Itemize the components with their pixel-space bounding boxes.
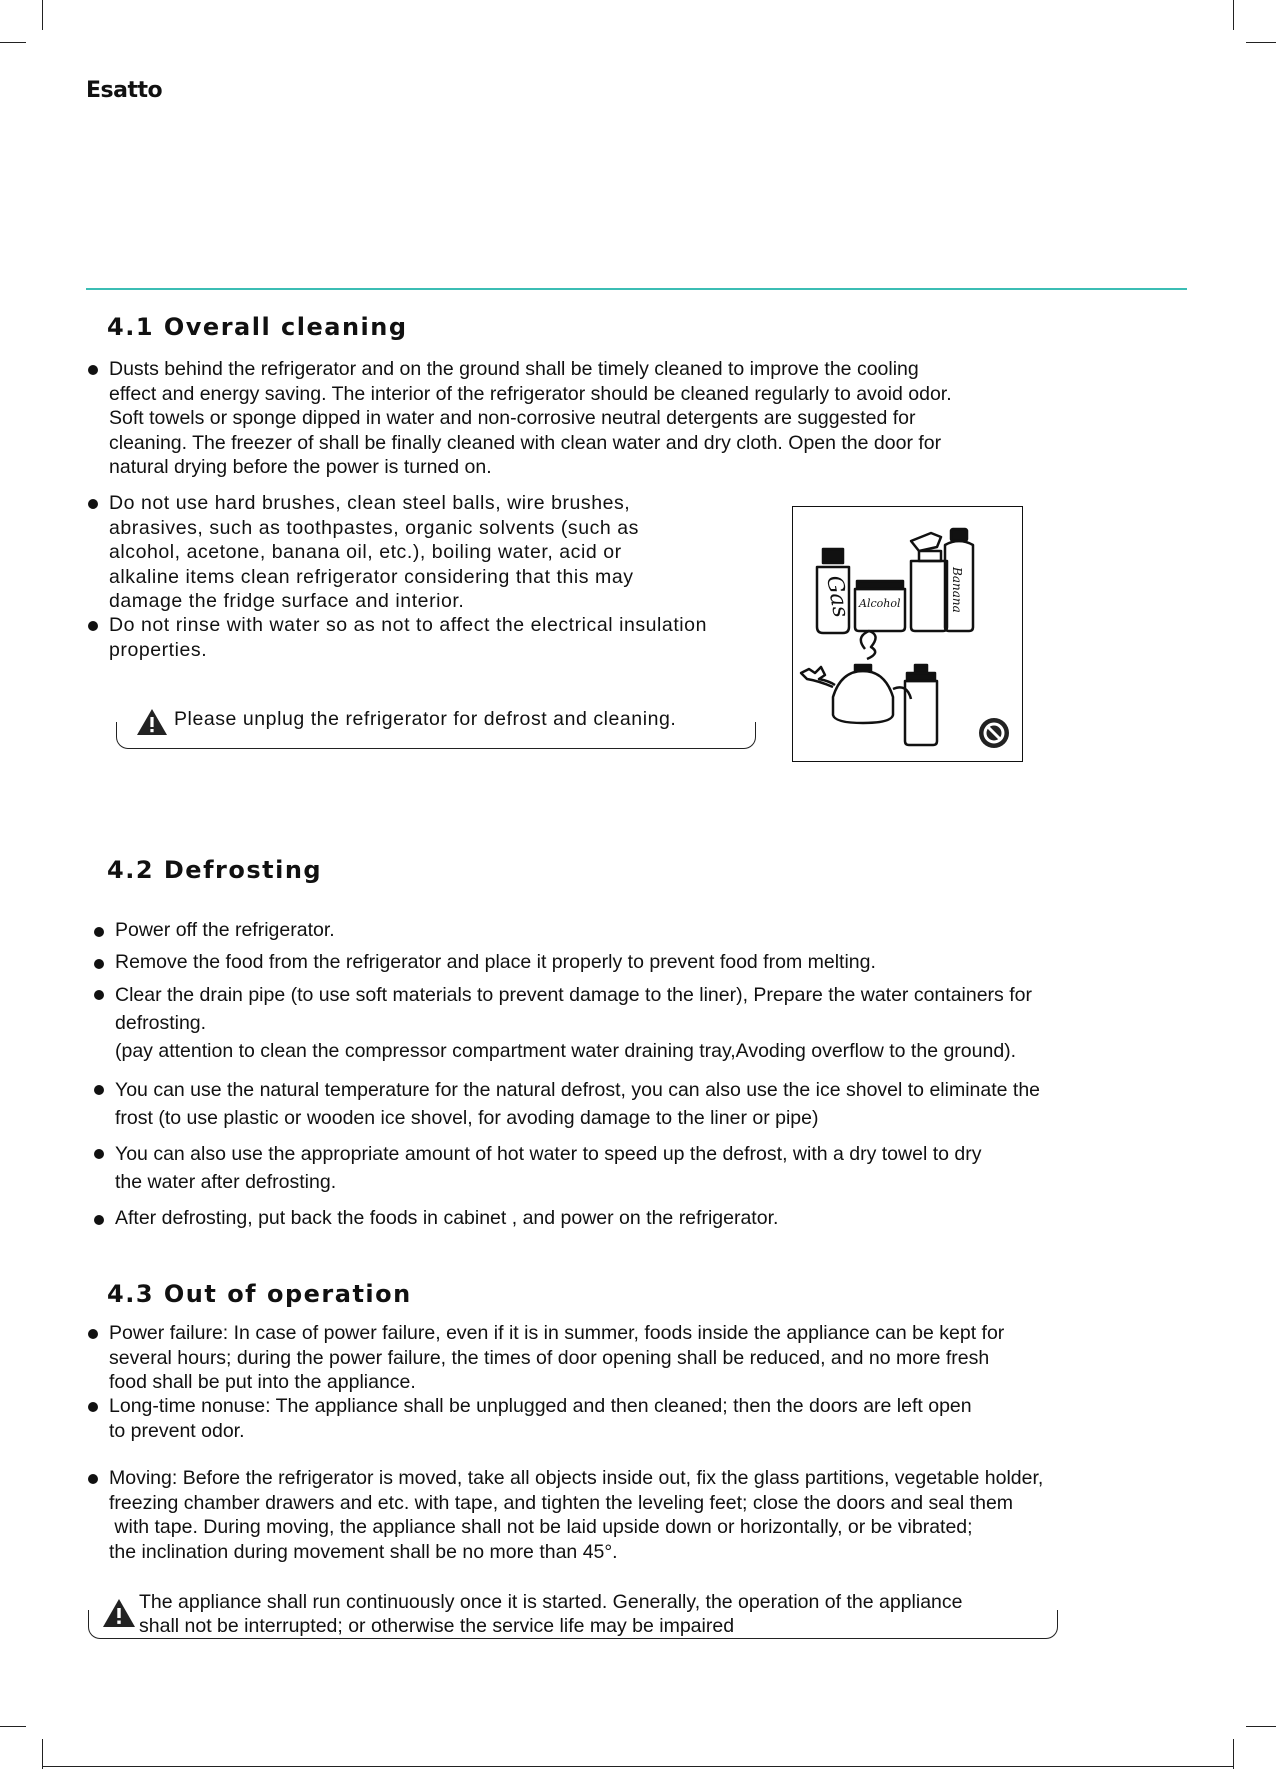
list-item <box>115 981 1032 1065</box>
text-line: abrasives, such as toothpastes, organic solvents (such as <box>109 516 639 539</box>
prohibited-icon <box>979 718 1009 748</box>
list-item <box>115 918 335 943</box>
text-line: Clear the drain pipe (to use soft materials to prevent damage to the liner), Prepare the water containers for <box>115 984 1032 1006</box>
crop-mark <box>42 1739 43 1769</box>
text-line: Do not rinse with water so as not to affect the electrical insulation <box>109 614 707 636</box>
text-line: damage the fridge surface and interior. <box>109 590 465 612</box>
list-item <box>115 1140 981 1196</box>
bottom-trim-line <box>42 1766 1233 1767</box>
text-line: the water after defrosting. <box>115 1171 337 1193</box>
section-title-overall-cleaning: 4.1 Overall cleaning <box>107 313 408 341</box>
list-item <box>115 1206 778 1231</box>
bullet-dot <box>88 499 98 509</box>
text-line: Power off the refrigerator. <box>115 919 335 941</box>
bullet-no-rinse <box>109 613 707 662</box>
bullet-dot <box>94 1149 104 1159</box>
brand-logo: Esatto <box>86 78 163 103</box>
crop-mark <box>42 0 43 30</box>
bullet-dot <box>94 1215 104 1225</box>
warning-icon <box>136 708 168 736</box>
text-line: with tape. During moving, the appliance shall not be laid upside down or horizontally, or be vibrated; <box>109 1516 973 1538</box>
chemicals-illustration <box>793 507 1022 761</box>
text-line: shall not be interrupted; or otherwise the service life may be impaired <box>139 1615 735 1637</box>
list-item <box>109 1321 1004 1395</box>
text-line: cleaning. The freezer of shall be finally cleaned with clean water and dry cloth. Open the door for <box>109 431 942 454</box>
bullet-dot <box>94 959 104 969</box>
text-line: the inclination during movement shall be no more than 45°. <box>109 1540 618 1563</box>
text-line: (pay attention to clean the compressor compartment water draining tray,Avoding overflow to the ground). <box>115 1040 1017 1062</box>
warning-continuous-operation <box>139 1590 962 1638</box>
cleaning-agents-figure <box>792 506 1023 762</box>
label-alcohol: Alcohol <box>859 597 901 610</box>
text-line: to prevent odor. <box>109 1419 245 1442</box>
bullet-dot <box>94 927 104 937</box>
text-line: Do not use hard brushes, clean steel balls, wire brushes, <box>109 492 631 514</box>
text-line: properties. <box>109 638 208 661</box>
text-line: Soft towels or sponge dipped in water and non-corrosive neutral detergents are suggested for <box>109 407 916 429</box>
text-line: After defrosting, put back the foods in cabinet , and power on the refrigerator. <box>115 1207 779 1229</box>
bullet-dot <box>88 1402 98 1412</box>
section-divider <box>86 288 1187 290</box>
section-title-out-of-operation: 4.3 Out of operation <box>107 1280 412 1308</box>
bullet-dot <box>88 1329 98 1339</box>
list-item <box>109 1466 1043 1564</box>
text-line: alcohol, acetone, banana oil, etc.), boiling water, acid or <box>109 541 622 563</box>
text-line: The appliance shall run continuously once it is started. Generally, the operation of the appliance <box>139 1591 963 1613</box>
crop-mark <box>0 42 26 43</box>
bullet-dot <box>88 1474 98 1484</box>
bullet-no-hard-brushes <box>109 491 639 614</box>
text-line: defrosting. <box>115 1012 207 1034</box>
text-line: Moving: Before the refrigerator is moved, take all objects inside out, fix the glass partitions, vegetable holder, <box>109 1467 1044 1489</box>
section-title-defrosting: 4.2 Defrosting <box>107 856 323 884</box>
label-banana: Banana <box>950 567 964 613</box>
bullet-dust-cleaning <box>109 357 952 480</box>
text-line: You can also use the appropriate amount of hot water to speed up the defrost, with a dry towel to dry <box>115 1143 982 1165</box>
warning-unplug: Please unplug the refrigerator for defrost and cleaning. <box>174 708 677 730</box>
crop-mark <box>1246 42 1276 43</box>
text-line: natural drying before the power is turned on. <box>109 456 492 478</box>
text-line: You can use the natural temperature for the natural defrost, you can also use the ice shovel to eliminate the <box>115 1079 1041 1101</box>
crop-mark <box>0 1726 26 1727</box>
text-line: effect and energy saving. The interior of the refrigerator should be cleaned regularly to avoid odor. <box>109 382 952 405</box>
bullet-dot <box>94 1085 104 1095</box>
text-line: Dusts behind the refrigerator and on the ground shall be timely cleaned to improve the cooling <box>109 358 919 380</box>
bullet-dot <box>88 621 98 631</box>
bullet-dot <box>94 990 104 1000</box>
text-line: alkaline items clean refrigerator considering that this may <box>109 565 634 588</box>
text-line: frost (to use plastic or wooden ice shovel, for avoding damage to the liner or pipe) <box>115 1107 819 1129</box>
text-line: Power failure: In case of power failure, even if it is in summer, foods inside the appliance can be kept for <box>109 1322 1005 1344</box>
warning-icon <box>102 1598 136 1628</box>
list-item <box>115 950 876 975</box>
list-item <box>115 1076 1040 1132</box>
crop-mark <box>1233 1739 1234 1769</box>
label-gas: Gas <box>821 573 854 620</box>
crop-mark <box>1233 0 1234 30</box>
bullet-dot <box>88 365 98 375</box>
text-line: several hours; during the power failure, the times of door opening shall be reduced, and no more fresh <box>109 1346 990 1369</box>
text-line: food shall be put into the appliance. <box>109 1371 416 1393</box>
text-line: Remove the food from the refrigerator and place it properly to prevent food from melting. <box>115 951 876 973</box>
crop-mark <box>1246 1726 1276 1727</box>
text-line: freezing chamber drawers and etc. with tape, and tighten the leveling feet; close the doors and seal them <box>109 1491 1014 1514</box>
text-line: Long-time nonuse: The appliance shall be unplugged and then cleaned; then the doors are left open <box>109 1395 972 1417</box>
list-item <box>109 1394 972 1443</box>
